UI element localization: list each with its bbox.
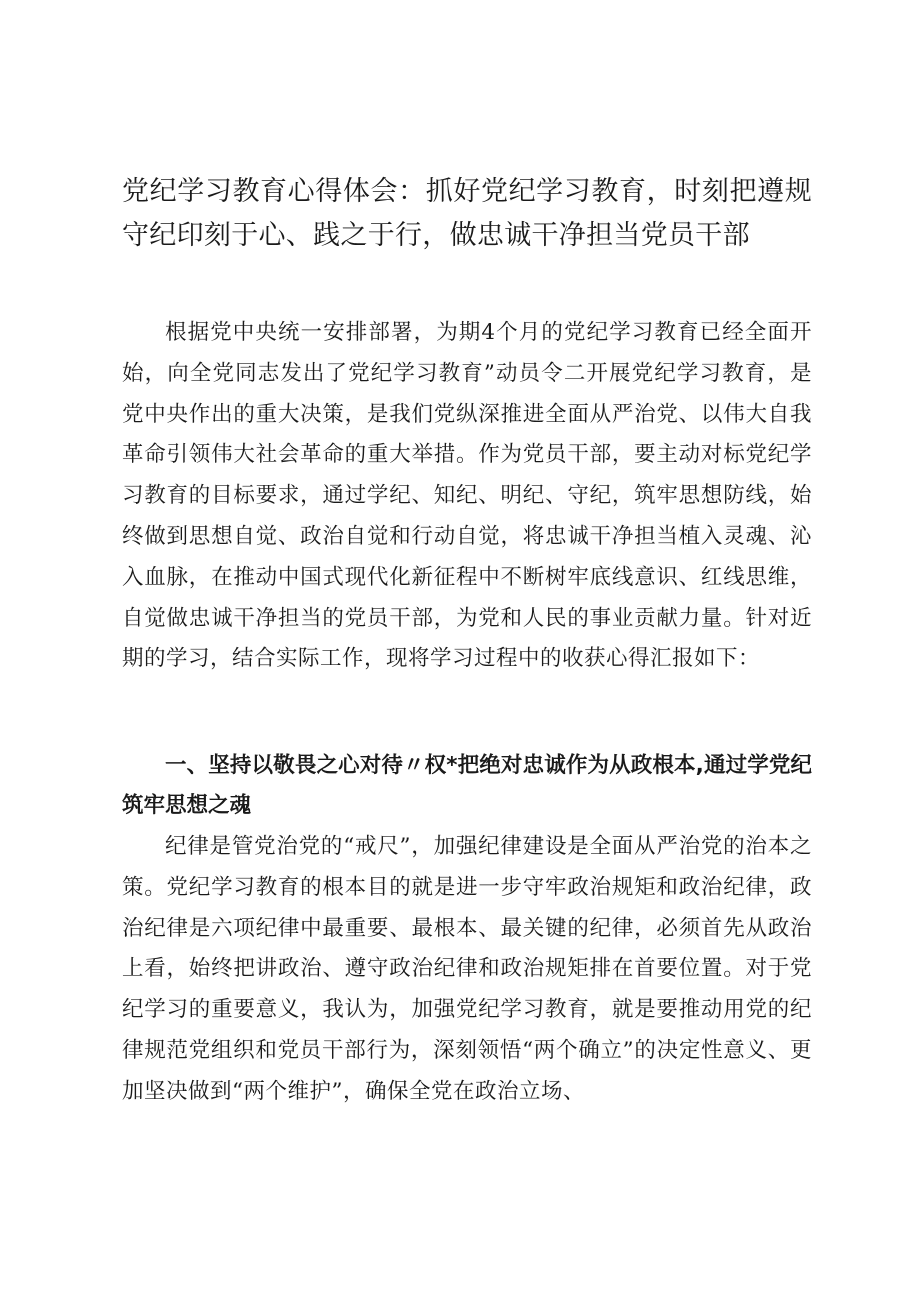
intro-paragraph: 根据党中央统一安排部署，为期4个月的党纪学习教育已经全面开始，向全党同志发出了党纪学习教育”动员令二开展党纪学习教育，是党中央作出的重大决策，是我们党纵深推进全面从严治党、以伟大自我革命引领伟大社会革命的重大举措。作为党员干部，要主动对标党纪学习教育的目标要求，通过学纪、知纪、明纪、守纪，筑牢思想防线，始终做到思想自觉、政治自觉和行动自觉，将忠诚干净担当植入灵魂、沁入血脉，在推动中国式现代化新征程中不断树牢底线意识、红线思维，自觉做忠诚干净担当的党员干部，为党和人民的事业贡献力量。针对近期的学习，结合实际工作，现将学习过程中的收获心得汇报如下：: [122, 320, 812, 672]
section-1-heading: 一、坚持以敬畏之心对待〃权*把绝对忠诚作为从政根本,通过学党纪筑牢思想之魂: [122, 753, 812, 818]
document-title: 党纪学习教育心得体会：抓好党纪学习教育，时刻把遵规守纪印刻于心、践之于行，做忠诚干净担当党员干部: [122, 176, 812, 251]
section-1-paragraph: 纪律是管党治党的“戒尺”，加强纪律建设是全面从严治党的治本之策。党纪学习教育的根本目的就是进一步守牢政治规矩和政治纪律，政治纪律是六项纪律中最重要、最根本、最关键的纪律，必须首先从政治上看，始终把讲政治、遵守政治纪律和政治规矩排在首要位置。对于党纪学习的重要意义，我认为，加强党纪学习教育，就是要推动用党的纪律规范党组织和党员干部行为，深刻领悟“两个确立”的决定性意义、更加坚决做到“两个维护”，确保全党在政治立场、: [122, 834, 812, 1104]
